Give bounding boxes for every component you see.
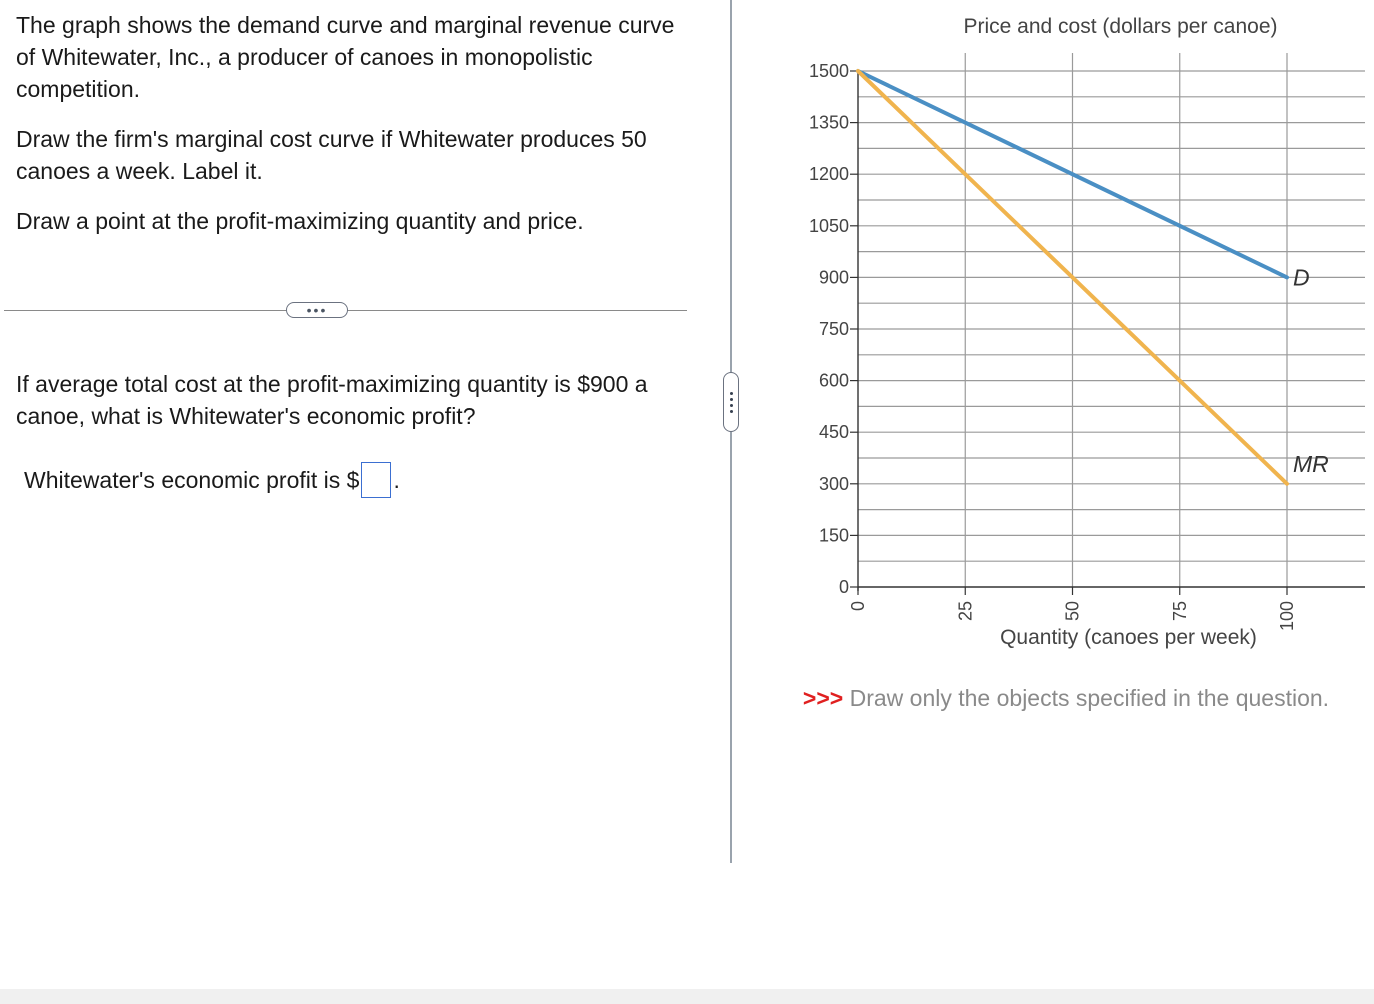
show-more-button[interactable]: ••• (286, 302, 348, 318)
note-arrows: >>> (802, 685, 844, 711)
y-tick-label: 750 (818, 319, 849, 339)
x-tick-label: 0 (848, 601, 868, 612)
y-tick-label: 0 (838, 577, 849, 597)
answer-row (24, 462, 400, 498)
y-tick-label: 450 (818, 422, 849, 443)
instruction-note (800, 682, 1332, 715)
x-axis-title: Quantity (canoes per week) (1000, 626, 1257, 649)
y-tick-label: 1350 (808, 112, 849, 133)
y-tick-label: 300 (818, 473, 849, 494)
footer-bar (0, 989, 1374, 1004)
x-tick-label: 25 (955, 601, 976, 622)
y-tick-label: 600 (818, 370, 849, 391)
y-tick-label: 1050 (808, 215, 849, 236)
x-tick-label: 75 (1169, 601, 1190, 622)
x-tick-label: 100 (1277, 601, 1297, 632)
panel-resize-handle[interactable] (723, 372, 739, 432)
demand-mr-chart[interactable] (780, 0, 1374, 660)
y-tick-label: 900 (818, 267, 849, 288)
question-followup: If average total cost at the profit-maximizing quantity is $900 a canoe, what is Whitewater's economic profit? (16, 371, 648, 429)
question-task-marginal-cost: Draw the firm's marginal cost curve if Whitewater produces 50 canoes a week. Label it. (16, 126, 647, 184)
y-tick-label: 150 (818, 525, 849, 546)
answer-prefix: Whitewater's economic profit is $ (24, 467, 360, 493)
y-axis-title: Price and cost (dollars per canoe) (963, 15, 1278, 38)
y-tick-label: 1500 (808, 61, 849, 81)
curve-label-mr: MR (1293, 450, 1329, 477)
question-intro: The graph shows the demand curve and marginal revenue curve of Whitewater, Inc., a producer of canoes in monopolistic competition. (16, 12, 675, 102)
economic-profit-input[interactable] (361, 462, 391, 498)
curve-label-d: D (1293, 264, 1310, 291)
x-tick-label: 50 (1062, 601, 1083, 622)
question-task-point: Draw a point at the profit-maximizing quantity and price. (16, 208, 584, 234)
answer-suffix: . (393, 467, 400, 493)
note-text: Draw only the objects specified in the question. (849, 685, 1330, 711)
y-tick-label: 1200 (808, 164, 849, 185)
